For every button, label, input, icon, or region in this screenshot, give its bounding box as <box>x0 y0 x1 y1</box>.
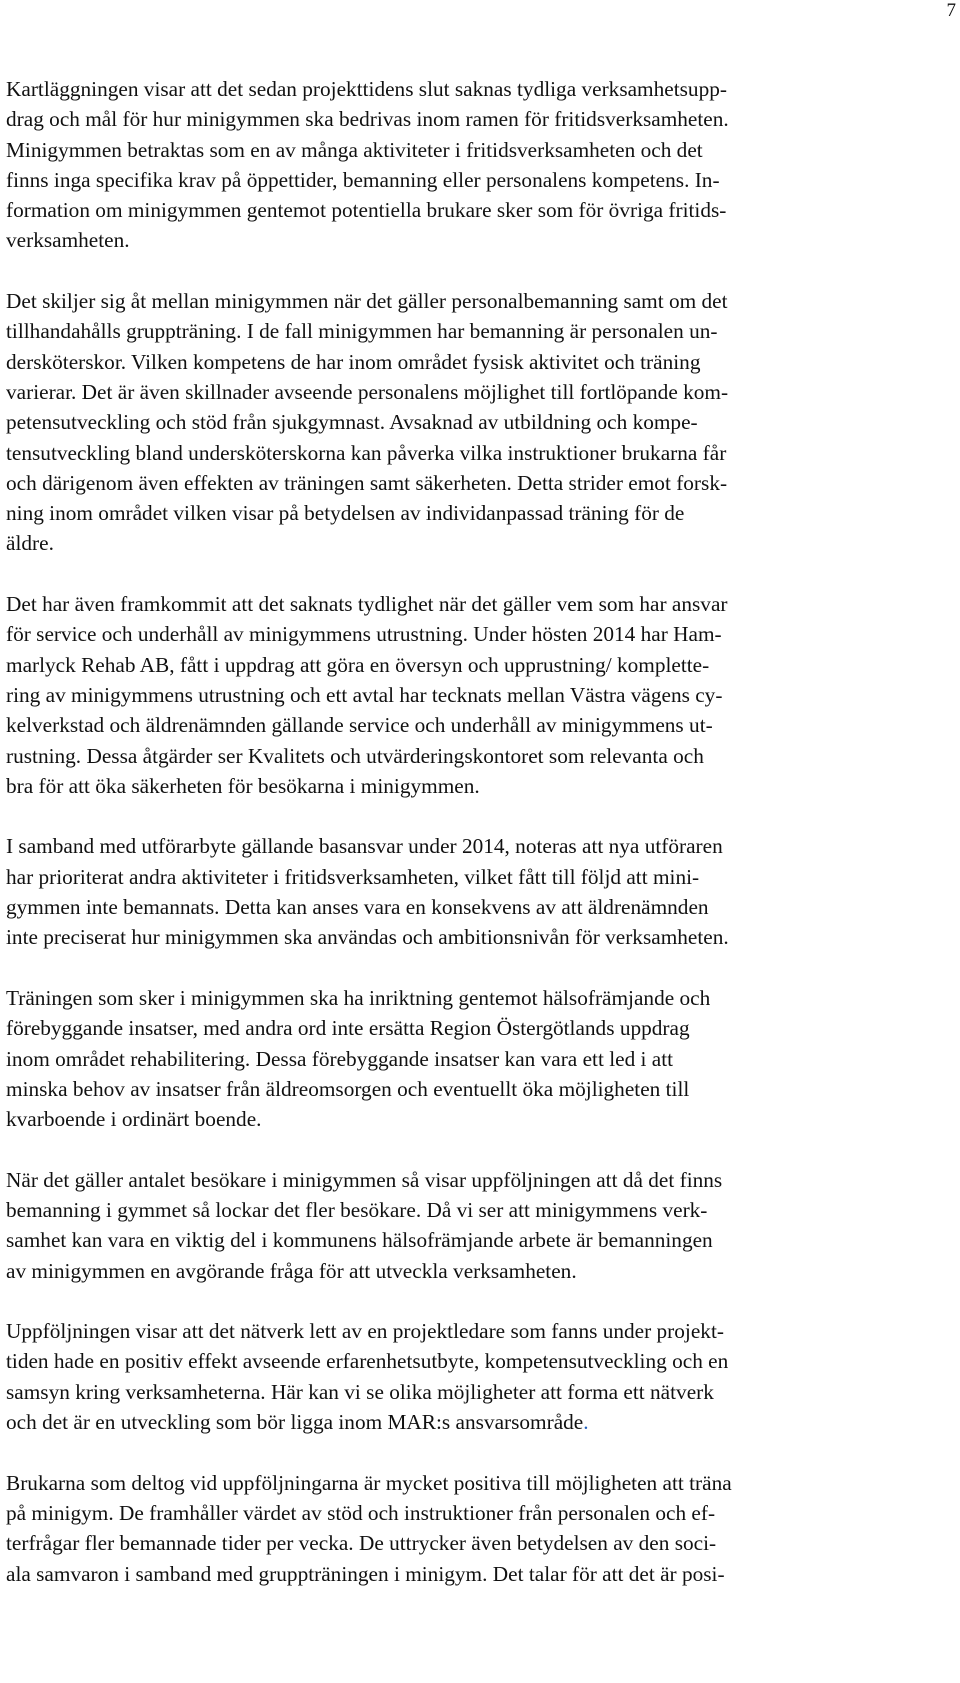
paragraph-8 <box>6 1468 960 1589</box>
text-line: finns inga specifika krav på öppettider, bemanning eller personalens kompetens. In- <box>6 167 720 192</box>
text-line: kelverkstad och äldrenämnden gällande service och underhåll av minigymmens ut- <box>6 713 713 738</box>
paragraph-6 <box>6 1165 960 1286</box>
text-line: Träningen som sker i minigymmen ska ha inriktning gentemot hälsofrämjande och <box>6 985 711 1010</box>
text-line: Det skiljer sig åt mellan minigymmen när det gäller personalbemanning samt om det <box>6 289 728 314</box>
text-line: I samband med utförarbyte gällande basansvar under 2014, noteras att nya utföraren <box>6 834 723 859</box>
text-line: varierar. Det är även skillnader avseende personalens möjlighet till fortlöpande kom- <box>6 379 729 404</box>
text-line: samhet kan vara en viktig del i kommunens hälsofrämjande arbete är bemanningen <box>6 1228 713 1253</box>
text-line: Kartläggningen visar att det sedan projekttidens slut saknas tydliga verksamhetsupp- <box>6 77 727 101</box>
text-line: för service och underhåll av minigymmens utrustning. Under hösten 2014 har Ham- <box>6 622 722 647</box>
paragraph-5 <box>6 983 960 1134</box>
text-line: gymmen inte bemannats. Detta kan anses vara en konsekvens av att äldrenämnden <box>6 895 709 920</box>
accent-period: . <box>583 1410 589 1435</box>
text-line: tiden hade en positiv effekt avseende erfarenhetsutbyte, kompetensutveckling och en <box>6 1349 729 1374</box>
text-line: bemanning i gymmet så lockar det fler besökare. Då vi ser att minigymmens verk- <box>6 1197 708 1222</box>
paragraph-1 <box>6 74 960 256</box>
paragraph-3 <box>6 589 960 801</box>
text-line: När det gäller antalet besökare i minigymmen så visar uppföljningen att då det finns <box>6 1167 723 1192</box>
text-line-content: och det är en utveckling som bör ligga inom MAR:s ansvarsområde <box>6 1410 584 1435</box>
text-line: Minigymmen betraktas som en av många aktiviteter i fritidsverksamheten och det <box>6 137 703 162</box>
text-line: samsyn kring verksamheterna. Här kan vi se olika möjligheter att forma ett nätverk <box>6 1379 714 1404</box>
text-line: ning inom området vilken visar på betydelsen av individanpassad träning för de <box>6 501 685 526</box>
text-line: tillhandahålls gruppträning. I de fall minigymmen har bemanning är personalen un- <box>6 319 718 344</box>
text-line: förebyggande insatser, med andra ord inte ersätta Region Östergötlands uppdrag <box>6 1016 690 1041</box>
text-line: ring av minigymmens utrustning och ett avtal har tecknats mellan Västra vägens cy- <box>6 682 723 707</box>
text-line: Brukarna som deltog vid uppföljningarna är mycket positiva till möjligheten att träna <box>6 1470 732 1495</box>
paragraph-7 <box>6 1316 960 1437</box>
text-line: terfrågar fler bemannade tider per vecka. De uttrycker även betydelsen av den soci- <box>6 1531 717 1556</box>
text-line: inte preciserat hur minigymmen ska användas och ambitionsnivån för verksamheten. <box>6 925 729 950</box>
text-line: inom området rehabilitering. Dessa förebyggande insatser kan vara ett led i att <box>6 1046 674 1071</box>
text-line: Uppföljningen visar att det nätverk lett av en projektledare som fanns under projekt- <box>6 1319 724 1344</box>
text-line: marlyck Rehab AB, fått i uppdrag att göra en översyn och upprustning/ komplette- <box>6 652 710 677</box>
text-line: Det har även framkommit att det saknats tydlighet när det gäller vem som har ansvar <box>6 592 728 617</box>
text-line: och därigenom även effekten av träningen samt säkerheten. Detta strider emot forsk- <box>6 470 728 495</box>
text-line: formation om minigymmen gentemot potentiella brukare sker som för övriga fritids- <box>6 198 727 223</box>
text-line: drag och mål för hur minigymmen ska bedrivas inom ramen för fritidsverksamheten. <box>6 107 729 132</box>
text-line: av minigymmen en avgörande fråga för att utveckla verksamheten. <box>6 1258 577 1283</box>
text-line: minska behov av insatser från äldreomsorgen och eventuellt öka möjligheten till <box>6 1076 690 1101</box>
text-line: rustning. Dessa åtgärder ser Kvalitets och utvärderingskontoret som relevanta och <box>6 743 704 768</box>
paragraph-4 <box>6 831 960 952</box>
text-line: på minigym. De framhåller värdet av stöd och instruktioner från personalen och ef- <box>6 1500 716 1525</box>
text-line: har prioriterat andra aktiviteter i fritidsverksamheten, vilket fått till följd att mini- <box>6 864 700 889</box>
text-line: dersköterskor. Vilken kompetens de har inom området fysisk aktivitet och träning <box>6 349 701 374</box>
page-number: 7 <box>946 0 956 21</box>
text-line: bra för att öka säkerheten för besökarna i minigymmen. <box>6 773 480 798</box>
text-line: tensutveckling bland undersköterskorna kan påverka vilka instruktioner brukarna får <box>6 440 727 465</box>
paragraph-2 <box>6 286 960 559</box>
text-line: verksamheten. <box>6 228 130 253</box>
text-line: äldre. <box>6 531 54 556</box>
text-line: kvarboende i ordinärt boende. <box>6 1107 262 1132</box>
text-line: petensutveckling och stöd från sjukgymnast. Avsaknad av utbildning och kompe- <box>6 410 698 435</box>
text-line <box>6 1407 960 1437</box>
text-line: ala samvaron i samband med gruppträningen i minigym. Det talar för att det är posi- <box>6 1561 725 1586</box>
document-body <box>6 74 960 1619</box>
